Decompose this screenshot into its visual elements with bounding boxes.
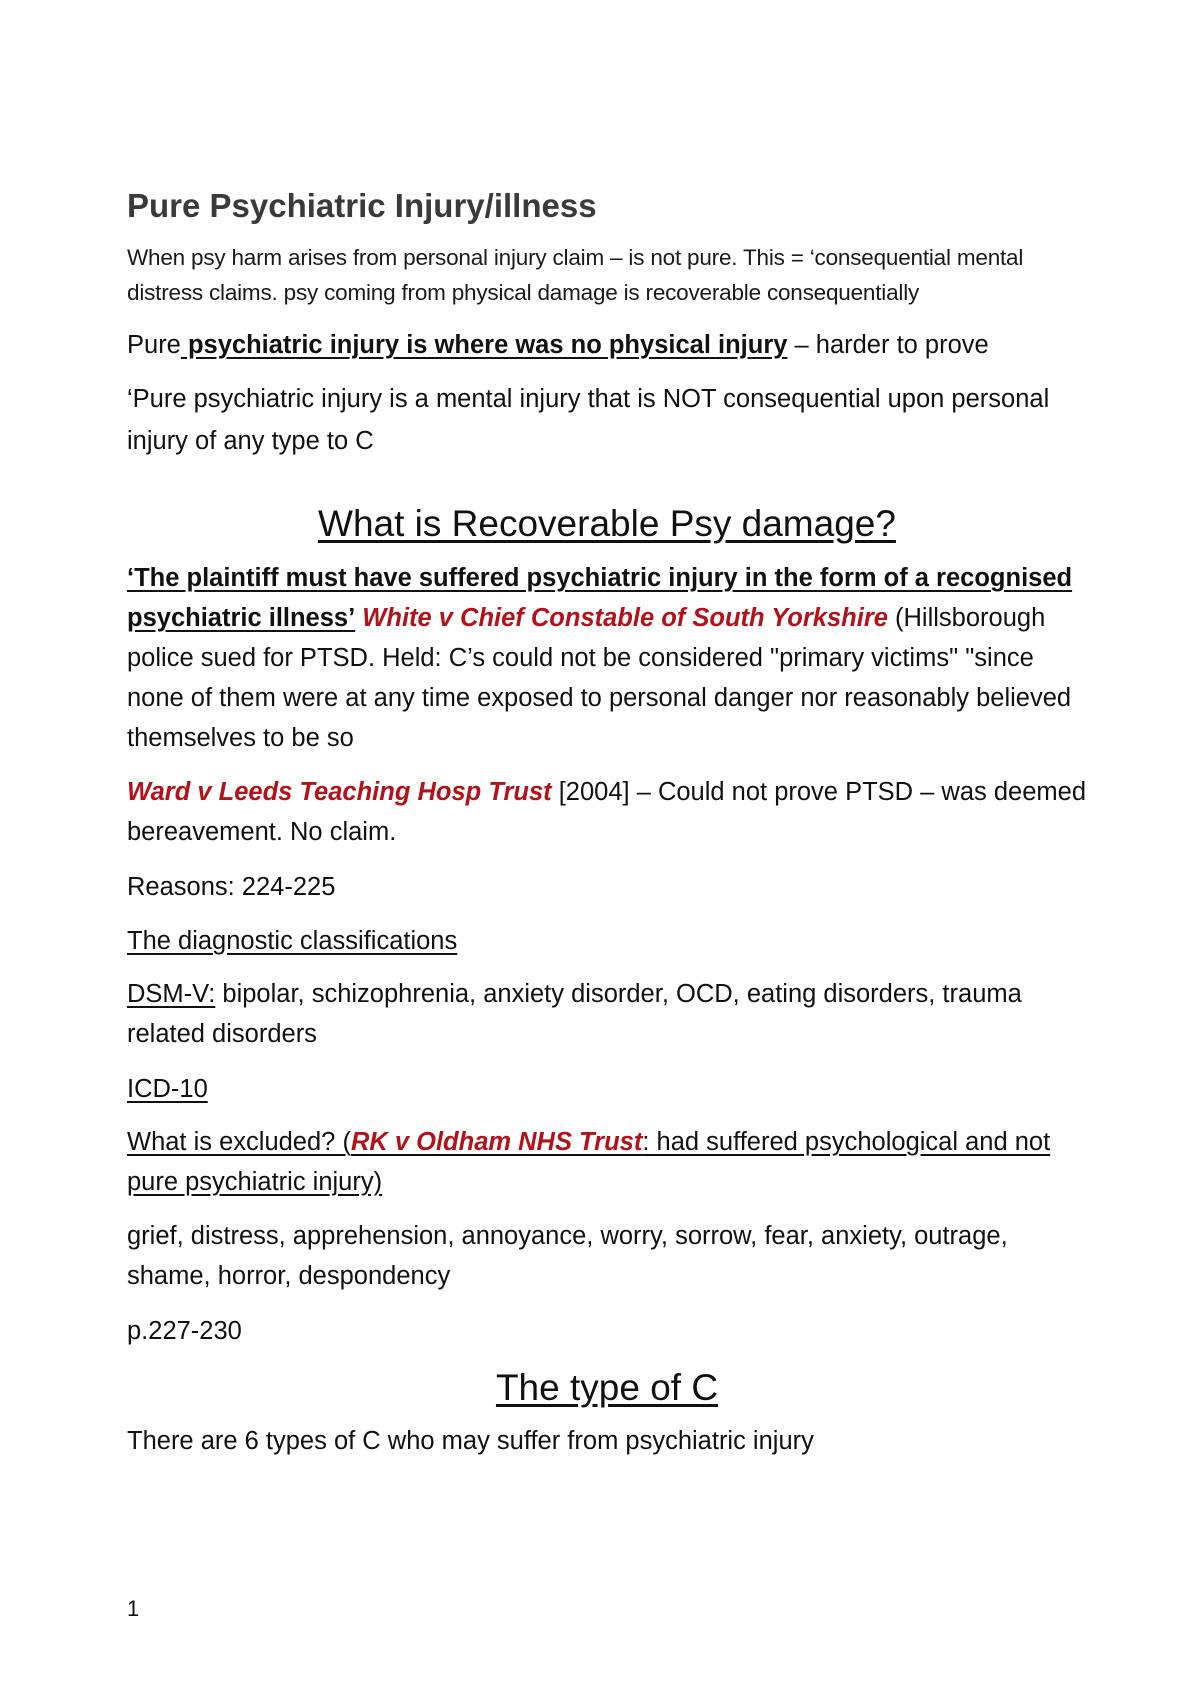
pure-quote: ‘Pure psychiatric injury is a mental injury that is NOT consequential upon personal injury of any type to C — [127, 385, 1050, 455]
heading-type-of-c: The type of C — [495, 1367, 719, 1408]
excluded-case: RK v Oldham NHS Trust — [350, 1128, 643, 1156]
ward-paragraph — [127, 772, 1087, 852]
white-paragraph — [127, 558, 1087, 758]
intro-paragraph: When psy harm arises from personal injury claim – is not pure. This = ‘consequential mental distress claims. psy coming from physical damage is recoverable consequentially — [127, 245, 1024, 305]
document-title: Pure Psychiatric Injury/illness — [127, 187, 597, 224]
page-content — [127, 186, 1087, 1474]
types-intro: There are 6 types of C who may suffer from psychiatric injury — [127, 1427, 814, 1455]
pure-definition-emphasis: psychiatric injury is where was no physical injury — [180, 331, 788, 359]
excluded-paragraph — [127, 1122, 1087, 1202]
pure-definition — [127, 324, 1087, 366]
white-quote: ‘The plaintiff must have suffered psychiatric injury in the form of a recognised psychiatric illness’ — [127, 564, 1073, 632]
ward-text: – Could not prove PTSD – was deemed bereavement. No claim. — [127, 778, 1087, 846]
dsm-label: DSM-V: — [127, 980, 216, 1008]
dsm-paragraph — [127, 974, 1087, 1054]
excluded-list: grief, distress, apprehension, annoyance, worry, sorrow, fear, anxiety, outrage, shame, horror, despondency — [127, 1222, 1008, 1290]
reasons: Reasons: 224-225 — [127, 873, 336, 901]
pure-definition-lead: Pure — [127, 331, 181, 359]
icd-label: ICD-10 — [127, 1075, 208, 1103]
dsm-text: bipolar, schizophrenia, anxiety disorder, OCD, eating disorders, trauma related disorders — [127, 980, 1022, 1048]
diagnostic-heading: The diagnostic classifications — [127, 927, 458, 955]
white-case: White v Chief Constable of South Yorkshire — [362, 604, 888, 632]
excluded-lead: What is excluded? ( — [127, 1128, 351, 1156]
page-number: 1 — [127, 1596, 140, 1621]
ward-case: Ward v Leeds Teaching Hosp Trust — [127, 778, 552, 806]
ward-year: [2004] — [551, 778, 630, 806]
heading-recoverable: What is Recoverable Psy damage? — [318, 503, 896, 544]
page-reference: p.227-230 — [127, 1317, 242, 1345]
pure-definition-tail: – harder to prove — [787, 331, 989, 359]
white-text: (Hillsborough police sued for PTSD. Held: C’s could not be considered "primary victims" "since none of them were at any time exposed to personal danger nor reasonably believed themselves to be so — [127, 604, 1072, 752]
excluded-tail: : had suffered psychological and not pure psychiatric injury) — [127, 1128, 1051, 1196]
